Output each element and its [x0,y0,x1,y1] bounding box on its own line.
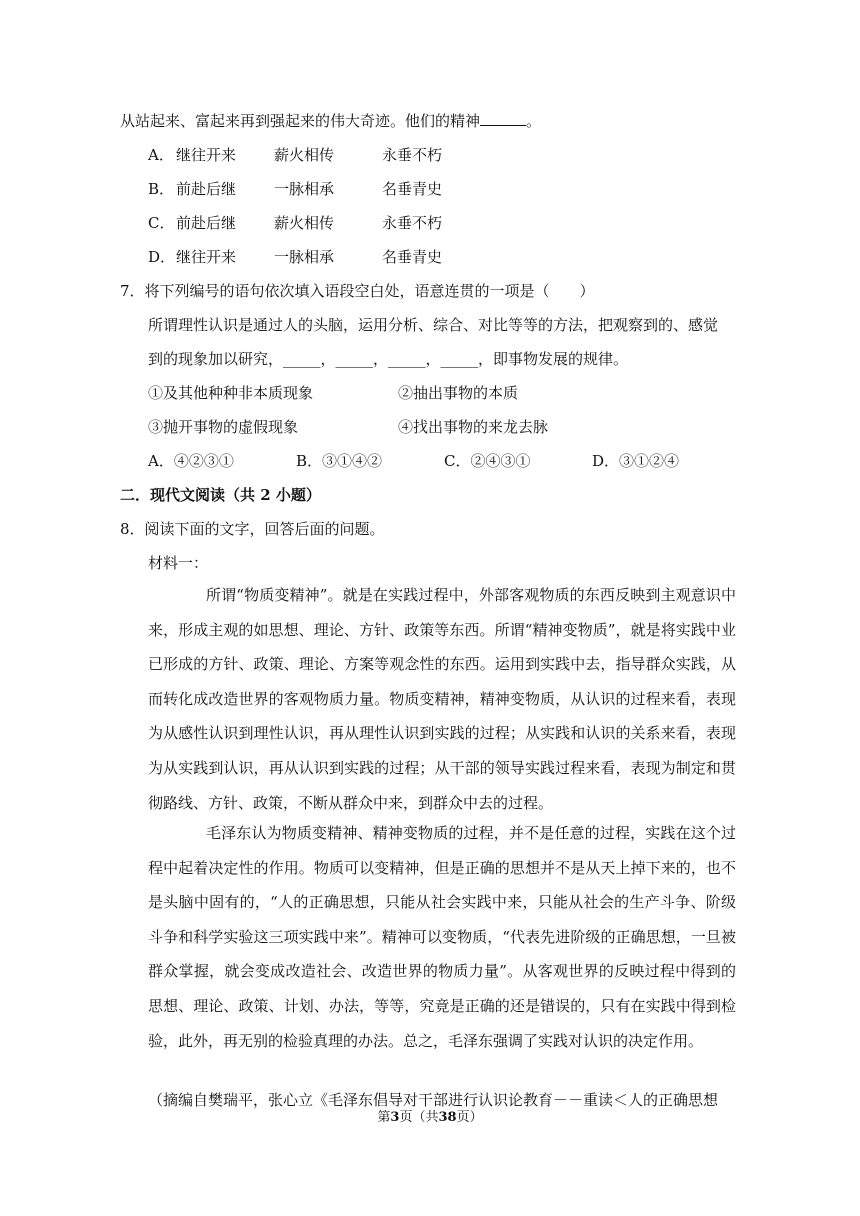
q7-item: ④找出事物的来龙去脉 [398,418,549,436]
section-heading [120,484,321,506]
q7-choice-b: B．③①④② [296,452,383,470]
page-prefix: 第 [377,1110,391,1125]
q6-option-b [148,178,442,200]
q7-item: ①及其他种种非本质现象 [148,384,314,402]
page-total: 38 [438,1110,457,1125]
page-number [0,1109,860,1127]
option-word: 永垂不朽 [382,214,443,232]
q7-choice-c: C．②④③① [444,452,531,470]
option-word: 继往开来 [176,146,237,164]
q6-blank [480,111,526,126]
option-letter: D． [148,248,176,266]
section-title: 二．现代文阅读（共 [120,486,256,504]
q7-choices [148,450,679,472]
option-word: 前赴后继 [176,214,237,232]
q7-stem: 7．将下列编号的语句依次填入语段空白处，语意连贯的一项是（ ） [120,282,595,300]
page-current: 3 [390,1110,400,1125]
option-word: 名垂青史 [382,180,443,198]
option-word: 名垂青史 [382,248,443,266]
option-word: 继往开来 [176,248,237,266]
option-letter: B． [148,180,175,198]
q7-item: ③抛开事物的虚假现象 [148,418,299,436]
option-word: 薪火相传 [274,146,335,164]
q7-passage-line2: 到的现象加以研究，_____，_____，_____，_____，即事物发展的规律。 [148,350,629,368]
q8-paragraph-1: 所谓“物质变精神”。就是在实践过程中，外部客观物质的东西反映到主观意识中来，形成主观的如思想、理论、方针、政策等东西。所谓“精神变物质”，就是将实践中业已形成的方针、政策、理论、方案等观念性的东西。运用到实践中去，指导群众实践，从而转化成改造世界的客观物质力量。物质变精神，精神变物质，从认识的过程来看，表现为从感性认识到理性认识，再从理性认识到实践的过程；从实践和认识的关系来看，表现为从实践到认识，再从认识到实践的过程；从干部的领导实践过程来看，表现为制定和贯彻路线、方针、政策，不断从群众中来，到群众中去的过程。 [148,586,736,812]
q8-source: （摘编自樊瑞平，张心立《毛泽东倡导对干部进行认识论教育－－重读＜人的正确思想 [148,1091,719,1109]
section-title-end: 小题） [275,486,321,504]
q8-paragraph-2: 毛泽东认为物质变精神、精神变物质的过程，并不是任意的过程，实践在这个过程中起着决定性的作用。物质可以变精神，但是正确的思想并不是从天上掉下来的，也不是头脑中固有的，“人的正确思想，只能从社会实践中来，只能从社会的生产斗争、阶级斗争和科学实验这三项实践中来”。精神可以变物质，“代表先进阶级的正确思想，一旦被群众掌握，就会变成改造社会、改造世界的物质力量”。从客观世界的反映过程中得到的思想、理论、政策、计划、办法，等等，究竟是正确的还是错误的，只有在实践中得到检验，此外，再无别的检验真理的办法。总之，毛泽东强调了实践对认识的决定作用。 [148,824,736,1050]
q7-items-row1 [148,382,518,404]
material-label: 材料一： [148,554,209,572]
option-letter: C． [148,214,175,232]
q6-option-d [148,246,442,268]
option-word: 前赴后继 [176,180,237,198]
option-word: 永垂不朽 [382,146,443,164]
q6-stem-text: 从站起来、富起来再到强起来的伟大奇迹。他们的精神 [120,112,481,130]
q7-item: ②抽出事物的本质 [398,384,519,402]
q6-stem-tail [120,110,541,132]
q7-passage-line1: 所谓理性认识是通过人的头脑，运用分析、综合、对比等等的方法，把观察到的、感觉 [148,316,719,334]
page-suffix: 页） [456,1110,483,1125]
q6-option-a [148,144,442,166]
q7-choice-a: A．④②③① [148,452,234,470]
option-word: 一脉相承 [274,248,335,266]
page-mid: 页（共 [399,1110,439,1125]
q6-stem-end: 。 [526,112,542,130]
q8-stem: 8．阅读下面的文字，回答后面的问题。 [120,520,385,538]
q7-choice-d: D．③①②④ [592,452,680,470]
option-letter: A． [148,146,174,164]
section-count: 2 [260,486,271,504]
q6-option-c [148,212,442,234]
q7-items-row2 [148,416,548,438]
option-word: 一脉相承 [274,180,335,198]
option-word: 薪火相传 [274,214,335,232]
